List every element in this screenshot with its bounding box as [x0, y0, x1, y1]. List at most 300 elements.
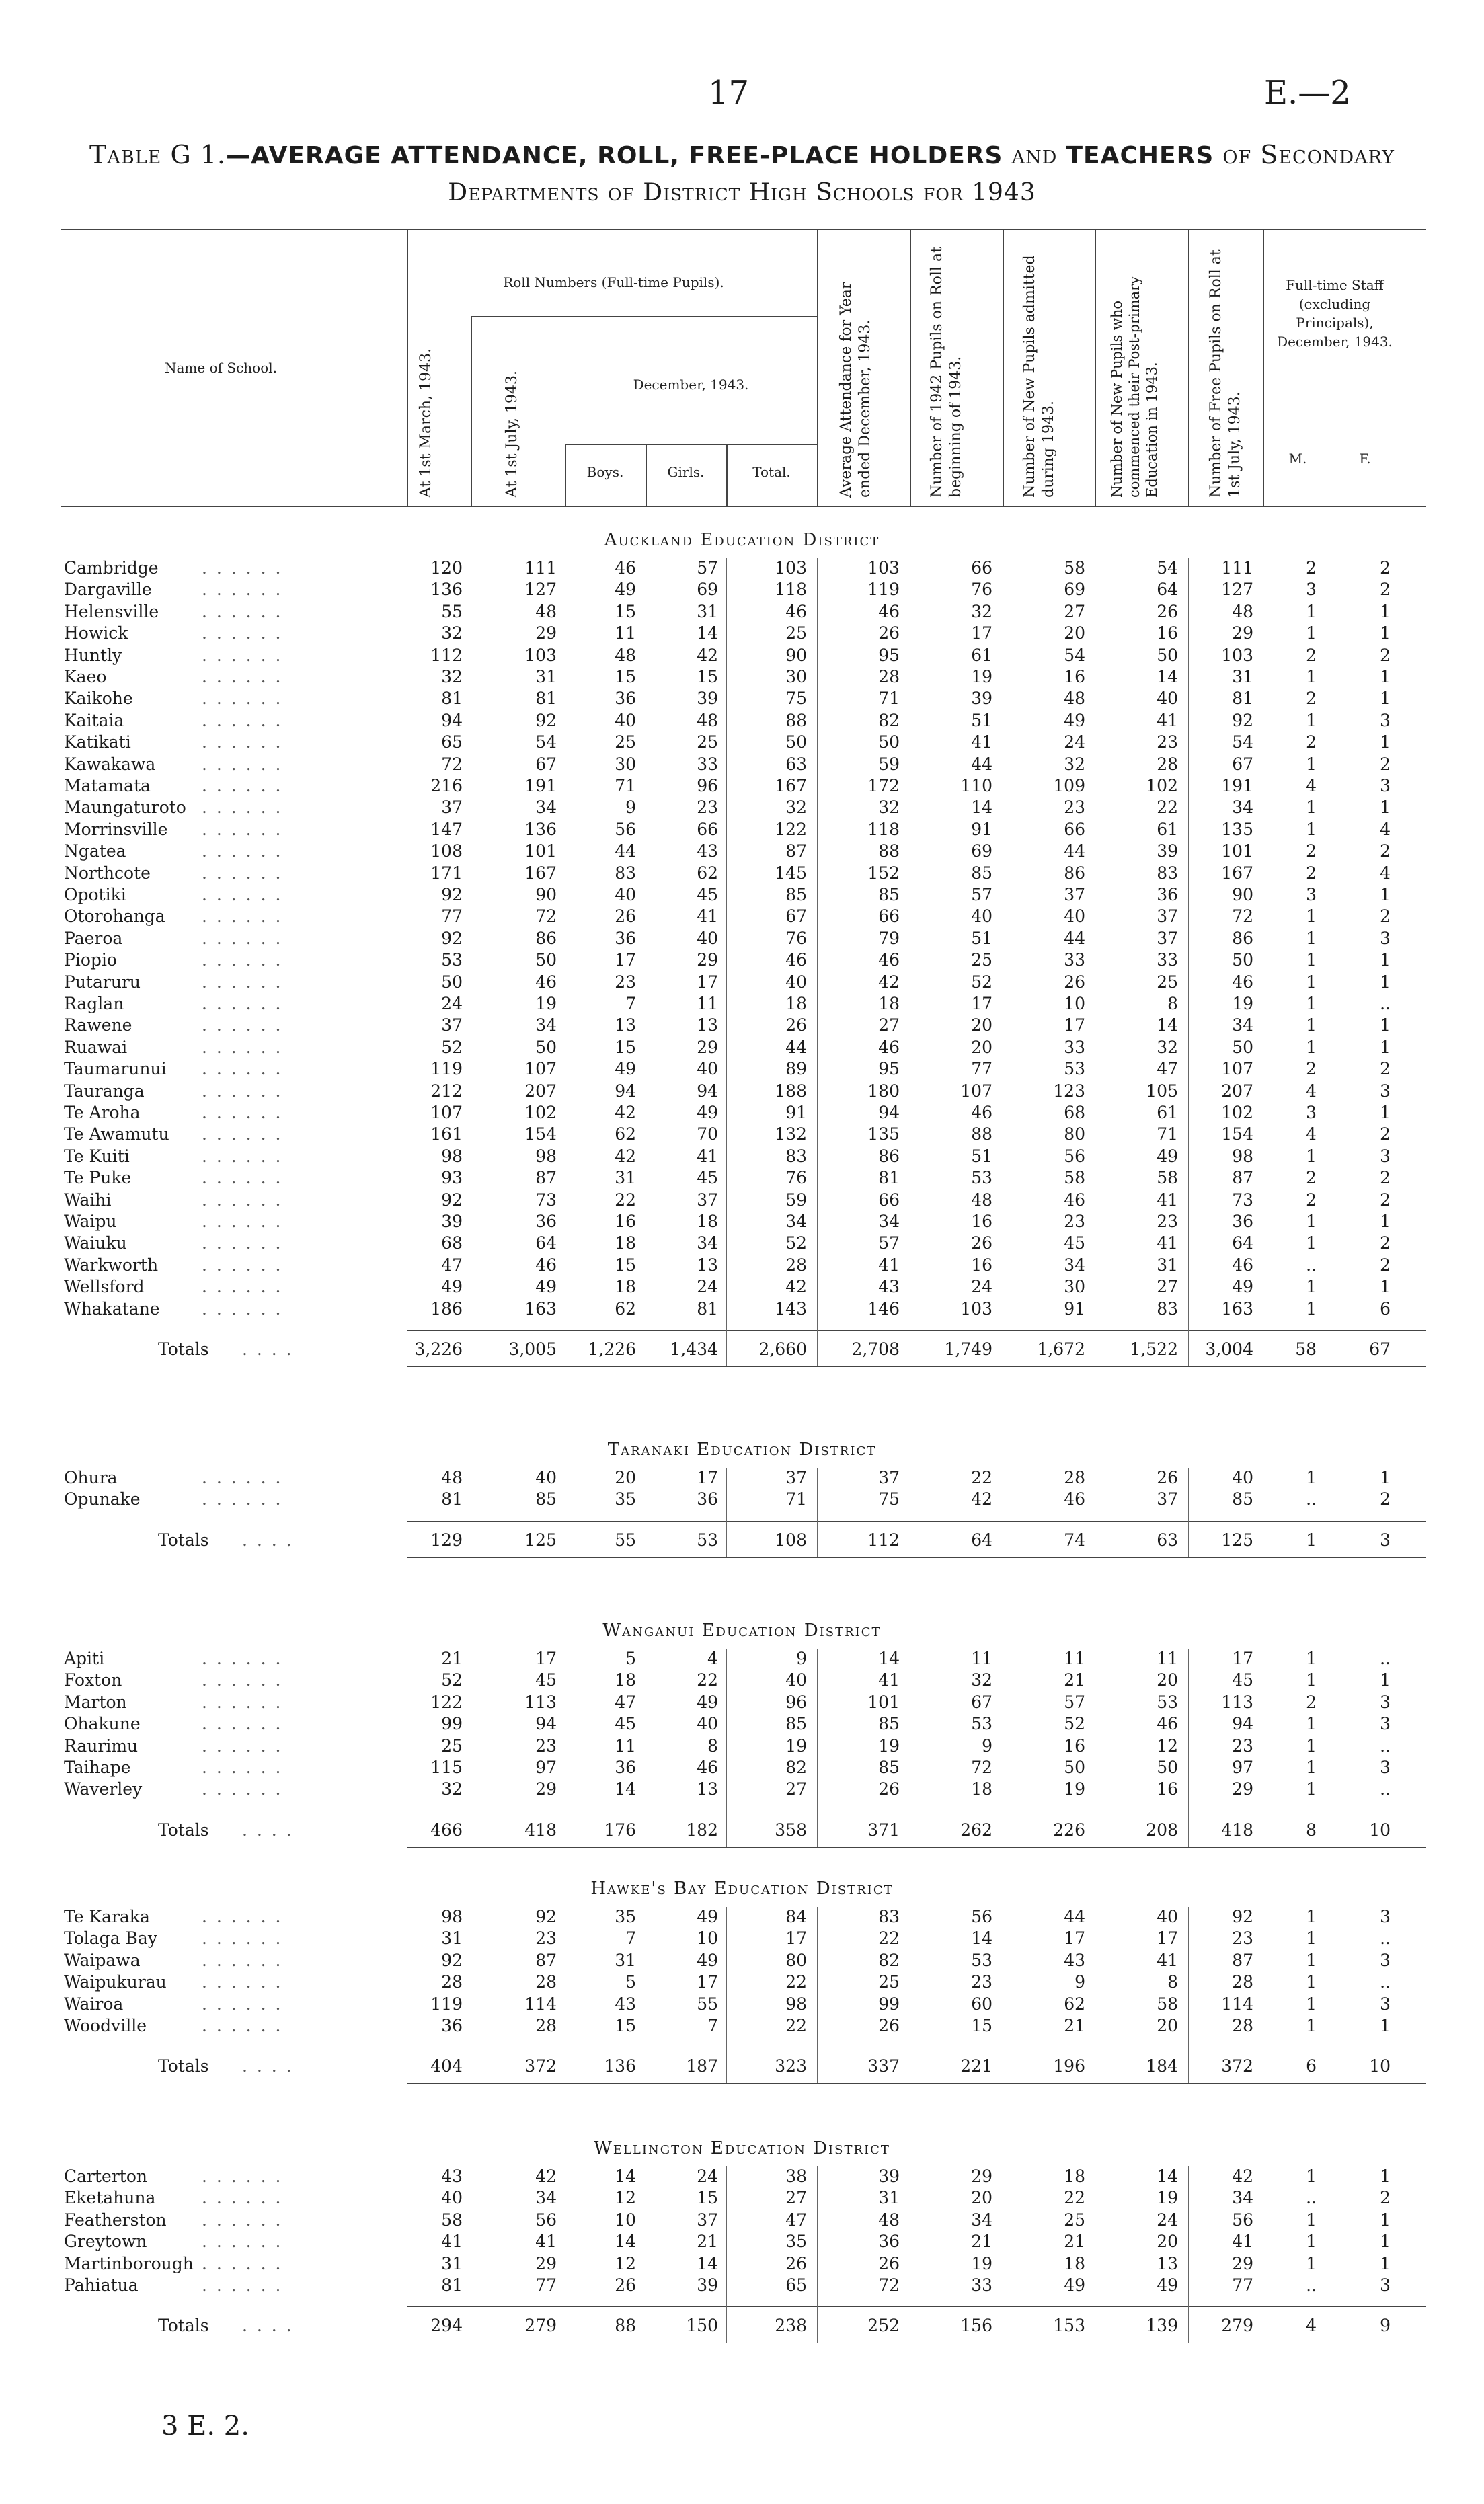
cell-at-1st-march: 92	[441, 1950, 463, 1970]
school-name: Morrinsville	[64, 819, 168, 839]
cell-free-pupils: 85	[1232, 1489, 1253, 1510]
title-tail: of Secondary	[1222, 140, 1395, 169]
header-december: December, 1943.	[633, 377, 749, 393]
leader-dots: . . . . . .	[202, 1059, 283, 1079]
cell-staff-f: 1	[1380, 1103, 1391, 1122]
cell-new-postprimary: 26	[1157, 601, 1178, 621]
cell-staff-m: 1	[1306, 950, 1317, 970]
leader-dots: . . . .	[242, 1820, 294, 1840]
cell-girls: 34	[697, 1233, 718, 1253]
total-at-1st-july: 3,005	[508, 1339, 557, 1359]
total-staff-m: 6	[1306, 2056, 1317, 2076]
cell-new-postprimary: 40	[1157, 1907, 1178, 1926]
cell-at-1st-july: 41	[535, 2232, 557, 2252]
cell-at-1st-july: 136	[524, 819, 557, 839]
column-rule	[817, 1468, 818, 1557]
cell-new-pupils: 46	[1064, 1189, 1085, 1210]
cell-average-attendance: 46	[878, 950, 900, 970]
total-pupils-1942: 156	[960, 2316, 992, 2336]
cell-free-pupils: 29	[1232, 2253, 1253, 2273]
cell-total: 26	[785, 2253, 807, 2273]
cell-at-1st-march: 52	[441, 1037, 463, 1057]
table-row	[0, 1168, 1484, 1189]
table-row	[0, 1468, 1484, 1489]
cell-total: 59	[785, 1189, 807, 1210]
cell-new-pupils: 123	[1053, 1081, 1085, 1101]
cell-boys: 14	[615, 1779, 636, 1799]
title-bold: —AVERAGE ATTENDANCE, ROLL, FREE-PLACE HOLDERS	[226, 142, 1003, 169]
cell-total: 84	[785, 1907, 807, 1926]
cell-staff-m: 1	[1306, 1212, 1317, 1231]
school-name: Paeroa	[64, 928, 123, 948]
cell-new-postprimary: 26	[1157, 1468, 1178, 1487]
cell-boys: 45	[615, 1714, 636, 1734]
total-pupils-1942: 262	[960, 1820, 992, 1840]
cell-pupils-1942: 18	[971, 1779, 992, 1799]
cell-staff-f: 1	[1380, 1015, 1391, 1035]
cell-new-pupils: 86	[1064, 863, 1085, 883]
cell-staff-m: 3	[1306, 1103, 1317, 1122]
cell-at-1st-march: 92	[441, 885, 463, 904]
cell-at-1st-july: 45	[535, 1670, 557, 1690]
school-name: Northcote	[64, 863, 151, 883]
leader-dots: . . . . . .	[202, 1907, 283, 1926]
cell-pupils-1942: 32	[971, 1670, 992, 1690]
school-name: Kaitaia	[64, 710, 124, 730]
cell-staff-m: 1	[1306, 2232, 1317, 2252]
cell-total: 26	[785, 1015, 807, 1035]
school-name: Cambridge	[64, 558, 159, 578]
cell-staff-f: 2	[1380, 1059, 1391, 1079]
cell-new-postprimary: 58	[1157, 1994, 1178, 2014]
cell-boys: 30	[615, 754, 636, 774]
cell-at-1st-july: 167	[524, 863, 557, 883]
cell-average-attendance: 101	[867, 1692, 900, 1712]
cell-girls: 49	[697, 1907, 718, 1926]
cell-new-pupils: 20	[1064, 623, 1085, 643]
cell-new-pupils: 23	[1064, 797, 1085, 818]
table-row	[0, 1255, 1484, 1277]
cell-boys: 10	[615, 2209, 636, 2230]
cell-free-pupils: 41	[1232, 2232, 1253, 2252]
district-heading: Auckland Education District	[604, 530, 880, 550]
total-staff-m: 1	[1306, 1530, 1317, 1550]
table-row	[0, 1277, 1484, 1298]
cell-boys: 11	[615, 1735, 636, 1756]
total-at-1st-july: 279	[524, 2316, 557, 2336]
table-row	[0, 2188, 1484, 2209]
cell-at-1st-july: 98	[535, 1146, 557, 1166]
cell-pupils-1942: 44	[971, 754, 992, 774]
cell-boys: 17	[615, 950, 636, 970]
table-row	[0, 2210, 1484, 2232]
cell-boys: 9	[625, 797, 636, 818]
cell-girls: 45	[697, 1168, 718, 1188]
school-name: Te Aroha	[64, 1103, 141, 1122]
cell-pupils-1942: 16	[971, 1212, 992, 1231]
cell-at-1st-march: 147	[430, 819, 463, 839]
cell-at-1st-july: 114	[524, 1994, 557, 2014]
school-name: Waipukurau	[64, 1972, 167, 1992]
cell-staff-m: 1	[1306, 2016, 1317, 2035]
cell-at-1st-july: 163	[524, 1298, 557, 1319]
cell-girls: 15	[697, 667, 718, 687]
cell-at-1st-july: 34	[535, 2188, 557, 2208]
cell-free-pupils: 29	[1232, 1779, 1253, 1799]
cell-at-1st-march: 93	[441, 1168, 463, 1188]
cell-new-postprimary: 8	[1167, 1972, 1178, 1992]
cell-new-pupils: 69	[1064, 580, 1085, 600]
cell-new-pupils: 54	[1064, 645, 1085, 665]
cell-staff-m: 1	[1306, 906, 1317, 927]
cell-free-pupils: 94	[1232, 1714, 1253, 1734]
school-name: Piopio	[64, 950, 117, 970]
column-rule	[726, 2166, 727, 2343]
cell-pupils-1942: 51	[971, 928, 992, 948]
cell-pupils-1942: 103	[960, 1298, 992, 1319]
cell-girls: 46	[697, 1758, 718, 1777]
leader-dots: . . . . . .	[202, 1928, 283, 1949]
cell-at-1st-march: 108	[430, 841, 463, 861]
leader-dots: . . . . . .	[202, 1298, 283, 1319]
school-name: Ohura	[64, 1468, 118, 1487]
school-name: Otorohanga	[64, 906, 165, 927]
cell-staff-f: 3	[1380, 1692, 1391, 1712]
column-rule	[817, 2166, 818, 2343]
cell-at-1st-march: 47	[441, 1255, 463, 1275]
cell-girls: 15	[697, 2188, 718, 2208]
leader-dots: . . . . . .	[202, 1735, 283, 1756]
cell-staff-f: 6	[1380, 1298, 1391, 1319]
cell-girls: 17	[697, 1972, 718, 1992]
totals-label: Totals	[158, 1339, 209, 1359]
cell-girls: 14	[697, 623, 718, 643]
cell-new-pupils: 44	[1064, 841, 1085, 861]
cell-average-attendance: 99	[878, 1994, 900, 2014]
cell-staff-m: 2	[1306, 1189, 1317, 1210]
cell-new-pupils: 58	[1064, 1168, 1085, 1188]
cell-at-1st-july: 92	[535, 1907, 557, 1926]
cell-pupils-1942: 17	[971, 994, 992, 1013]
total-new-postprimary: 1,522	[1130, 1339, 1178, 1359]
cell-at-1st-july: 101	[524, 841, 557, 861]
cell-pupils-1942: 48	[971, 1189, 992, 1210]
cell-total: 37	[785, 1468, 807, 1487]
cell-staff-f: 2	[1380, 558, 1391, 578]
cell-new-postprimary: 53	[1157, 1692, 1178, 1712]
cell-at-1st-july: 23	[535, 1735, 557, 1756]
cell-total: 19	[785, 1735, 807, 1756]
leader-dots: . . . . . .	[202, 1692, 283, 1712]
cell-free-pupils: 46	[1232, 1255, 1253, 1275]
school-name: Wellsford	[64, 1277, 145, 1297]
column-rule	[817, 1649, 818, 1847]
cell-new-postprimary: 41	[1157, 1950, 1178, 1970]
cell-at-1st-march: 49	[441, 1277, 463, 1297]
cell-total: 75	[785, 689, 807, 709]
total-average-attendance: 112	[867, 1530, 900, 1550]
cell-staff-f: 4	[1380, 819, 1391, 839]
leader-dots: . . . . . .	[202, 906, 283, 927]
cell-average-attendance: 82	[878, 710, 900, 730]
cell-at-1st-march: 21	[441, 1649, 463, 1668]
cell-average-attendance: 19	[878, 1735, 900, 1756]
cell-pupils-1942: 77	[971, 1059, 992, 1079]
cell-average-attendance: 31	[878, 2188, 900, 2208]
cell-total: 76	[785, 1168, 807, 1188]
school-name: Whakatane	[64, 1298, 160, 1319]
cell-pupils-1942: 66	[971, 558, 992, 578]
total-new-postprimary: 184	[1146, 2056, 1178, 2076]
cell-total: 46	[785, 601, 807, 621]
cell-boys: 62	[615, 1124, 636, 1144]
cell-at-1st-march: 31	[441, 2253, 463, 2273]
cell-pupils-1942: 25	[971, 950, 992, 970]
school-name: Matamata	[64, 776, 151, 795]
leader-dots: . . . . . .	[202, 732, 283, 752]
cell-at-1st-july: 97	[535, 1758, 557, 1777]
school-name: Te Puke	[64, 1168, 132, 1188]
totals-rule	[407, 1330, 1426, 1331]
total-average-attendance: 252	[867, 2316, 900, 2336]
cell-free-pupils: 92	[1232, 710, 1253, 730]
section-bottom-rule	[407, 2083, 1426, 2084]
leader-dots: . . . . . .	[202, 1212, 283, 1231]
cell-boys: 15	[615, 1037, 636, 1057]
table-row	[0, 841, 1484, 863]
cell-new-postprimary: 16	[1157, 1779, 1178, 1799]
cell-new-pupils: 18	[1064, 2253, 1085, 2273]
cell-new-postprimary: 20	[1157, 2016, 1178, 2035]
cell-average-attendance: 48	[878, 2209, 900, 2230]
cell-total: 22	[785, 2016, 807, 2035]
cell-average-attendance: 66	[878, 1189, 900, 1210]
cell-free-pupils: 101	[1221, 841, 1253, 861]
total-staff-f: 10	[1369, 2056, 1391, 2076]
cell-staff-f: 2	[1380, 580, 1391, 600]
cell-new-pupils: 21	[1064, 2232, 1085, 2252]
cell-at-1st-july: 103	[524, 645, 557, 665]
cell-free-pupils: 111	[1221, 558, 1253, 578]
cell-free-pupils: 17	[1232, 1649, 1253, 1668]
cell-at-1st-march: 39	[441, 1212, 463, 1231]
cell-new-pupils: 57	[1064, 1692, 1085, 1712]
cell-new-pupils: 33	[1064, 950, 1085, 970]
total-total: 323	[775, 2056, 807, 2076]
cell-at-1st-july: 72	[535, 906, 557, 927]
cell-staff-m: 1	[1306, 1037, 1317, 1057]
cell-girls: 81	[697, 1298, 718, 1319]
cell-at-1st-march: 98	[441, 1907, 463, 1926]
cell-total: 71	[785, 1489, 807, 1510]
cell-average-attendance: 66	[878, 906, 900, 927]
leader-dots: . . . . . .	[202, 776, 283, 795]
cell-free-pupils: 46	[1232, 972, 1253, 992]
leader-dots: . . . . . .	[202, 1972, 283, 1992]
cell-girls: 49	[697, 1950, 718, 1970]
cell-staff-m: 2	[1306, 645, 1317, 665]
cell-new-postprimary: 33	[1157, 950, 1178, 970]
cell-boys: 26	[615, 906, 636, 927]
cell-boys: 11	[615, 623, 636, 643]
total-total: 238	[775, 2316, 807, 2336]
leader-dots: . . . . . .	[202, 754, 283, 774]
table-row	[0, 797, 1484, 819]
cell-boys: 12	[615, 2188, 636, 2208]
cell-staff-f: ..	[1380, 994, 1391, 1013]
cell-boys: 13	[615, 1015, 636, 1035]
leader-dots: . . . . . .	[202, 972, 283, 992]
cell-staff-f: ..	[1380, 1928, 1391, 1949]
cell-new-pupils: 80	[1064, 1124, 1085, 1144]
cell-girls: 39	[697, 2275, 718, 2295]
school-name: Ohakune	[64, 1714, 141, 1734]
header-girls: Girls.	[667, 464, 705, 480]
cell-new-postprimary: 54	[1157, 558, 1178, 578]
cell-pupils-1942: 53	[971, 1714, 992, 1734]
cell-staff-f: 3	[1380, 1994, 1391, 2014]
cell-new-pupils: 40	[1064, 906, 1085, 927]
cell-at-1st-march: 120	[430, 558, 463, 578]
cell-staff-m: 1	[1306, 1670, 1317, 1690]
cell-new-postprimary: 14	[1157, 2166, 1178, 2186]
cell-total: 35	[785, 2232, 807, 2252]
leader-dots: . . . . . .	[202, 710, 283, 730]
leader-dots: . . . .	[242, 2316, 294, 2336]
cell-total: 38	[785, 2166, 807, 2186]
cell-boys: 15	[615, 2016, 636, 2035]
totals-row	[0, 2316, 1484, 2337]
cell-staff-f: 4	[1380, 863, 1391, 883]
cell-total: 85	[785, 1714, 807, 1734]
cell-average-attendance: 39	[878, 2166, 900, 2186]
header-total: Total.	[752, 464, 791, 480]
cell-pupils-1942: 39	[971, 689, 992, 709]
table-row	[0, 863, 1484, 885]
cell-at-1st-july: 154	[524, 1124, 557, 1144]
cell-total: 22	[785, 1972, 807, 1992]
table-row	[0, 689, 1484, 710]
cell-girls: 96	[697, 776, 718, 795]
cell-average-attendance: 180	[867, 1081, 900, 1101]
table-row	[0, 623, 1484, 645]
cell-boys: 56	[615, 819, 636, 839]
cell-new-postprimary: 40	[1157, 689, 1178, 709]
cell-pupils-1942: 107	[960, 1081, 992, 1101]
cell-average-attendance: 85	[878, 885, 900, 904]
total-pupils-1942: 1,749	[944, 1339, 992, 1359]
cell-pupils-1942: 20	[971, 1037, 992, 1057]
header-at-1st-march: At 1st March, 1943.	[418, 348, 434, 498]
total-new-pupils: 1,672	[1037, 1339, 1085, 1359]
cell-staff-f: 2	[1380, 1124, 1391, 1144]
cell-new-postprimary: 14	[1157, 667, 1178, 687]
cell-staff-m: 1	[1306, 1994, 1317, 2014]
cell-boys: 47	[615, 1692, 636, 1712]
school-name: Kaeo	[64, 667, 107, 687]
school-name: Waipu	[64, 1212, 117, 1231]
cell-at-1st-march: 107	[430, 1103, 463, 1122]
cell-free-pupils: 64	[1232, 1233, 1253, 1253]
cell-new-postprimary: 41	[1157, 710, 1178, 730]
table-row	[0, 906, 1484, 928]
cell-at-1st-july: 92	[535, 710, 557, 730]
cell-new-postprimary: 36	[1157, 885, 1178, 904]
totals-row	[0, 1339, 1484, 1361]
cell-free-pupils: 36	[1232, 1212, 1253, 1231]
cell-boys: 36	[615, 1758, 636, 1777]
cell-staff-m: 2	[1306, 863, 1317, 883]
cell-at-1st-july: 46	[535, 1255, 557, 1275]
cell-at-1st-march: 24	[441, 994, 463, 1013]
total-total: 358	[775, 1820, 807, 1840]
cell-at-1st-march: 94	[441, 710, 463, 730]
cell-new-pupils: 53	[1064, 1059, 1085, 1079]
school-name: Warkworth	[64, 1255, 159, 1275]
cell-staff-m: 1	[1306, 1907, 1317, 1926]
school-name: Apiti	[64, 1649, 105, 1668]
total-girls: 1,434	[670, 1339, 718, 1359]
cell-at-1st-march: 92	[441, 928, 463, 948]
cell-total: 67	[785, 906, 807, 927]
table-row	[0, 1714, 1484, 1735]
school-name: Waihi	[64, 1189, 112, 1210]
cell-new-postprimary: 20	[1157, 2232, 1178, 2252]
total-total: 108	[775, 1530, 807, 1550]
school-name: Taihape	[64, 1758, 131, 1777]
cell-pupils-1942: 51	[971, 1146, 992, 1166]
cell-average-attendance: 95	[878, 1059, 900, 1079]
cell-average-attendance: 146	[867, 1298, 900, 1319]
cell-total: 167	[775, 776, 807, 795]
cell-new-pupils: 32	[1064, 754, 1085, 774]
cell-free-pupils: 28	[1232, 1972, 1253, 1992]
cell-staff-f: 3	[1380, 928, 1391, 948]
cell-total: 40	[785, 972, 807, 992]
cell-total: 90	[785, 645, 807, 665]
cell-at-1st-july: 107	[524, 1059, 557, 1079]
cell-girls: 69	[697, 580, 718, 600]
cell-new-postprimary: 28	[1157, 754, 1178, 774]
cell-average-attendance: 95	[878, 645, 900, 665]
cell-boys: 15	[615, 667, 636, 687]
cell-at-1st-july: 207	[524, 1081, 557, 1101]
cell-total: 42	[785, 1277, 807, 1297]
total-boys: 88	[615, 2316, 636, 2336]
table-row	[0, 667, 1484, 689]
cell-boys: 7	[625, 994, 636, 1013]
table-row	[0, 1928, 1484, 1950]
column-rule	[1188, 1649, 1189, 1847]
cell-at-1st-july: 102	[524, 1103, 557, 1122]
table-row	[0, 1212, 1484, 1233]
cell-new-postprimary: 17	[1157, 1928, 1178, 1949]
cell-total: 122	[775, 819, 807, 839]
cell-new-pupils: 49	[1064, 2275, 1085, 2295]
cell-free-pupils: 50	[1232, 950, 1253, 970]
header-boys: Boys.	[586, 464, 624, 480]
cell-staff-f: 2	[1380, 841, 1391, 861]
cell-girls: 39	[697, 689, 718, 709]
cell-girls: 21	[697, 2232, 718, 2252]
school-name: Dargaville	[64, 580, 152, 600]
cell-total: 63	[785, 754, 807, 774]
table-row	[0, 1233, 1484, 1255]
leader-dots: . . . . . .	[202, 580, 283, 600]
cell-at-1st-march: 119	[430, 1059, 463, 1079]
cell-at-1st-march: 53	[441, 950, 463, 970]
cell-average-attendance: 22	[878, 1928, 900, 1949]
